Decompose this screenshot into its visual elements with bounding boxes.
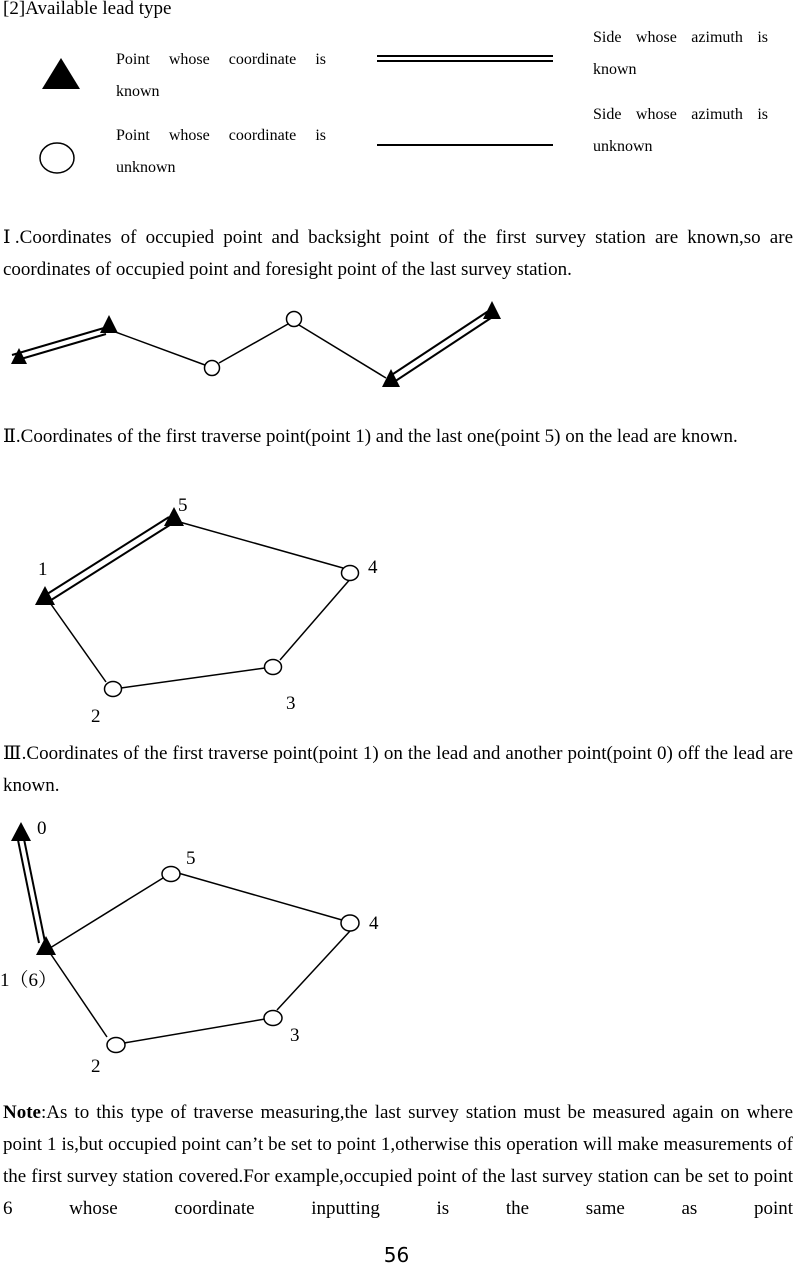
case1-side [219,324,288,363]
legend-known-point-symbol [40,56,82,92]
case1-text: Ⅰ.Coordinates of occupied point and backsight point of the first survey station are known,so are coordinates of occupied point and foresight point of the last survey station. [3,227,793,280]
unknown-point-circle [40,143,74,173]
case2-side [121,668,265,688]
case2-point-3 [265,660,282,675]
legend-unknown-point-symbol [38,141,78,175]
case2-point-4 [342,566,359,581]
case3-label-0: 0 [37,818,47,839]
case1-known-side-start-a [12,328,104,355]
case2-label-1: 1 [38,559,48,580]
case3-side [48,950,107,1037]
case3-label-1: 1（6） [0,970,58,991]
case1-diagram [0,290,793,400]
case1-side [299,325,386,378]
case1-known-point [483,301,501,319]
legend-unknown-side-symbol [376,140,556,150]
case3-label-3: 3 [290,1025,300,1046]
case3-label-5: 5 [186,848,196,869]
case3-side [124,1019,265,1043]
note-label: Note [3,1102,41,1123]
page-number: 56 [383,1243,410,1267]
note-paragraph [3,1097,793,1225]
case2-known-side-a [44,517,169,596]
case1-known-side-start-b [14,334,106,361]
legend-unknown-side-label: Side whose azimuth is unknown [593,106,768,155]
case1-known-side-end-a [390,310,490,376]
case2-side [48,600,106,682]
case3-point-0 [11,822,31,841]
case2-diagram [0,490,793,725]
case3-label-4: 4 [369,913,379,934]
case3-known-side-a [18,840,39,943]
case2-label-2: 2 [91,706,101,727]
section-title: [2]Available lead type [3,0,172,19]
case1-side [110,330,205,365]
case2-side [176,521,343,568]
case3-point-4 [341,915,359,931]
known-point-triangle [42,58,80,89]
case3-label-2: 2 [91,1056,101,1077]
case2-label-4: 4 [368,557,378,578]
case3-point-3 [264,1011,282,1026]
case3-text: Ⅲ.Coordinates of the first traverse point(point 1) on the lead and another point(point 0) off the lead are known. [3,743,793,796]
legend-known-side-label: Side whose azimuth is known [593,29,768,78]
case3-point-2 [107,1038,125,1053]
case3-point-5 [162,867,180,882]
case1-known-side-end-b [394,316,494,382]
case2-known-side-b [48,523,173,602]
case2-side [280,577,352,660]
case2-label-5: 5 [178,495,188,516]
case2-point-2 [105,682,122,697]
case1-unknown-point [287,312,302,327]
case3-side [50,878,163,948]
legend-known-point-label: Point whose coordinate is known [116,51,326,100]
note-text: :As to this type of traverse measuring,the last survey station must be measured again on where point 1 is,but occupied point can’t be set to point 1,otherwise this operation will make measurements of the first survey station covered.For example,occupied point of the last survey station can be set to point 6 whose coordinate inputting is the same as point [3,1102,793,1219]
case1-unknown-point [205,361,220,376]
case2-point-1 [35,586,55,605]
legend [0,0,793,190]
case3-diagram [0,810,793,1080]
legend-known-side-symbol [376,52,556,66]
case2-label-3: 3 [286,693,296,714]
case2-text: Ⅱ.Coordinates of the first traverse point(point 1) and the last one(point 5) on the lead are known. [3,426,738,447]
case3-known-side-b [24,839,45,942]
case3-side [178,873,342,920]
legend-unknown-point-label: Point whose coordinate is unknown [116,127,326,176]
case3-side [277,931,350,1010]
case1-known-point [100,315,118,333]
